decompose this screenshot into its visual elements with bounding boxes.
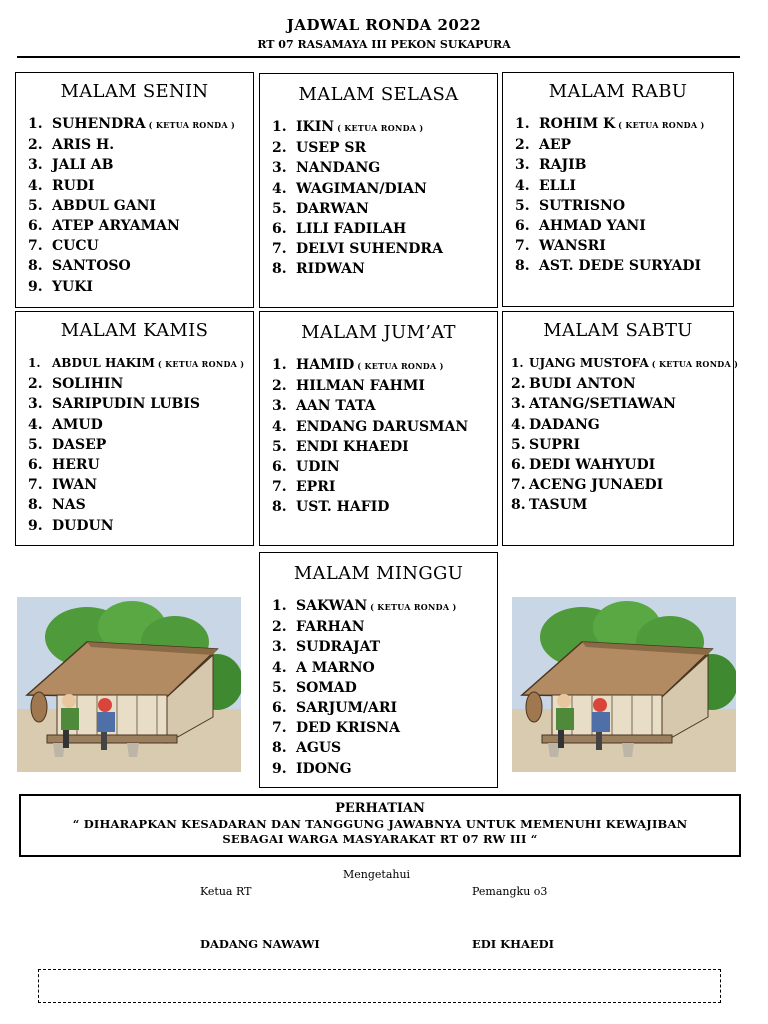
member-number: 4. <box>28 416 43 433</box>
member-number: 6. <box>272 459 287 476</box>
day-title: MALAM MINGGU <box>293 563 464 584</box>
member-number: 4. <box>272 180 287 197</box>
member-name: HAMID <box>296 357 355 373</box>
member-item <box>272 259 497 279</box>
member-item <box>272 239 497 259</box>
member-item <box>272 179 497 199</box>
member-item <box>272 158 497 178</box>
leader-note: ( KETUA RONDA ) <box>148 120 236 130</box>
member-number: 8. <box>28 497 43 514</box>
member-item <box>272 457 497 477</box>
member-name: SARJUM/ARI <box>296 700 398 717</box>
member-name: DEDI WAHYUDI <box>529 457 656 474</box>
member-name: UJANG MUSTOFA <box>529 356 649 370</box>
leader-note: ( KETUA RONDA ) <box>370 602 457 612</box>
member-number: 6. <box>515 218 530 235</box>
member-list <box>260 355 497 518</box>
member-number: 3. <box>272 398 287 415</box>
day-title: MALAM KAMIS <box>60 320 209 341</box>
member-number: 5. <box>28 436 43 453</box>
schedule-box-minggu <box>259 552 498 788</box>
member-name: ABDUL HAKIM <box>52 356 155 370</box>
day-title: MALAM SELASA <box>298 84 459 105</box>
schedule-box-sabtu <box>502 311 739 546</box>
page-subtitle: RT 07 RASAMAYA III PEKON SUKAPURA <box>257 38 511 51</box>
day-title: MALAM JUM’AT <box>301 322 456 343</box>
member-number: 2. <box>272 378 287 395</box>
member-name: AHMAD YANI <box>539 218 646 235</box>
member-item <box>511 374 733 394</box>
member-list <box>16 114 253 297</box>
member-number: 7. <box>515 238 530 255</box>
member-name: SANTOSO <box>52 258 131 275</box>
member-number: 9. <box>272 760 287 777</box>
member-name: ENDI KHAEDI <box>296 438 409 455</box>
member-number: 2. <box>272 140 287 157</box>
member-number: 5. <box>272 679 287 696</box>
member-item <box>272 396 497 416</box>
member-name: SUHENDRA <box>52 116 146 132</box>
member-number: 1. <box>272 598 287 614</box>
member-name: BUDI ANTON <box>529 376 636 393</box>
member-list <box>503 353 739 516</box>
leader-note: ( KETUA RONDA ) <box>357 361 444 371</box>
member-name: ATEP ARYAMAN <box>52 218 180 235</box>
schedule-box-rabu <box>502 72 734 307</box>
member-name: EPRI <box>296 479 336 496</box>
member-name: DELVI SUHENDRA <box>296 241 443 258</box>
member-name: DED KRISNA <box>296 720 400 737</box>
member-number: 6. <box>28 457 43 474</box>
member-number: 3. <box>515 157 530 174</box>
member-item <box>272 596 497 617</box>
member-item <box>272 117 497 138</box>
member-item <box>28 155 253 175</box>
member-number: 5. <box>272 438 287 455</box>
member-name: NAS <box>52 497 86 514</box>
day-title: MALAM RABU <box>548 81 688 102</box>
member-number: 4. <box>272 418 287 435</box>
member-name: ACENG JUNAEDI <box>529 477 664 494</box>
member-item <box>515 114 733 135</box>
member-name: RUDI <box>52 177 95 194</box>
member-item <box>28 353 253 374</box>
member-item <box>28 374 253 394</box>
member-item <box>272 437 497 457</box>
guard-post-illustration-right <box>512 597 736 772</box>
member-name: RIDWAN <box>296 261 365 278</box>
ketua-rt-name: DADANG NAWAWI <box>200 937 320 951</box>
schedule-box-jumat <box>259 311 498 546</box>
member-name: AEP <box>539 137 572 154</box>
member-number: 2. <box>511 376 526 393</box>
member-item <box>515 155 733 175</box>
member-list <box>16 353 253 536</box>
member-number: 2. <box>28 376 43 393</box>
member-item <box>272 738 497 758</box>
member-name: HERU <box>52 457 100 474</box>
leader-note: ( KETUA RONDA ) <box>157 359 245 369</box>
schedule-box-kamis <box>15 311 254 546</box>
member-number: 4. <box>28 177 43 194</box>
member-item <box>28 277 253 297</box>
guard-post-icon <box>17 597 241 772</box>
member-item <box>28 455 253 475</box>
member-name: ELLI <box>539 177 576 194</box>
member-item <box>515 256 733 276</box>
member-name: IKIN <box>296 119 335 135</box>
member-item <box>28 475 253 495</box>
member-item <box>272 637 497 657</box>
member-item <box>272 355 497 376</box>
member-number: 6. <box>272 700 287 717</box>
notice-box <box>19 794 741 857</box>
member-item <box>511 475 733 495</box>
member-number: 8. <box>511 497 526 514</box>
member-number: 4. <box>511 416 526 433</box>
member-name: UDIN <box>296 459 340 476</box>
member-item <box>28 216 253 236</box>
member-item <box>511 394 733 414</box>
member-item <box>28 435 253 455</box>
member-name: DASEP <box>52 436 107 453</box>
member-name: SAKWAN <box>296 598 368 614</box>
member-name: SUDRAJAT <box>296 639 381 656</box>
member-number: 6. <box>511 457 526 474</box>
member-number: 4. <box>272 659 287 676</box>
member-name: ROHIM K <box>539 116 616 132</box>
member-number: 7. <box>28 238 43 255</box>
member-number: 3. <box>28 396 43 413</box>
member-name: DUDUN <box>52 517 114 534</box>
member-item <box>272 497 497 517</box>
member-item <box>272 718 497 738</box>
member-number: 1. <box>28 116 43 132</box>
member-number: 8. <box>272 499 287 516</box>
member-name: USEP SR <box>296 140 367 157</box>
member-item <box>272 199 497 219</box>
member-name: UST. HAFID <box>296 499 390 516</box>
member-item <box>28 176 253 196</box>
member-name: DADANG <box>529 416 600 433</box>
member-list <box>260 596 497 779</box>
notice-line-1: “ DIHARAPKAN KESADARAN DAN TANGGUNG JAWABNYA UNTUK MEMENUHI KEWAJIBAN <box>72 817 688 831</box>
member-name: CUCU <box>52 238 99 255</box>
member-number: 7. <box>511 477 526 494</box>
member-number: 9. <box>28 278 43 295</box>
ketua-rt-role: Ketua RT <box>200 885 252 898</box>
member-number: 8. <box>272 740 287 757</box>
member-name: RAJIB <box>539 157 587 174</box>
member-item <box>28 516 253 536</box>
member-number: 1. <box>272 357 287 373</box>
member-number: 2. <box>272 619 287 636</box>
member-item <box>511 455 733 475</box>
member-number: 6. <box>28 218 43 235</box>
member-item <box>511 353 739 374</box>
member-name: HILMAN FAHMI <box>296 378 425 395</box>
member-item <box>272 759 497 779</box>
dashed-signature-box <box>38 969 721 1003</box>
member-name: DARWAN <box>296 200 369 217</box>
member-number: 5. <box>515 197 530 214</box>
guard-post-icon <box>512 597 736 772</box>
page-title: JADWAL RONDA 2022 <box>286 16 482 34</box>
member-number: 3. <box>511 396 526 413</box>
pemangku-role: Pemangku o3 <box>472 885 548 898</box>
leader-note: ( KETUA RONDA ) <box>337 123 424 133</box>
member-number: 1. <box>515 116 530 132</box>
member-number: 3. <box>272 160 287 177</box>
member-number: 1. <box>511 356 524 370</box>
member-name: ABDUL GANI <box>52 197 156 214</box>
notice-line-2: SEBAGAI WARGA MASYARAKAT RT 07 RW III “ <box>222 832 538 846</box>
member-number: 7. <box>272 720 287 737</box>
member-name: AMUD <box>52 416 103 433</box>
member-number: 5. <box>511 436 526 453</box>
member-item <box>272 219 497 239</box>
member-name: SUTRISNO <box>539 197 626 214</box>
member-item <box>272 617 497 637</box>
member-item <box>28 196 253 216</box>
leader-note: ( KETUA RONDA ) <box>618 120 705 130</box>
member-item <box>272 138 497 158</box>
member-name: YUKI <box>52 278 93 295</box>
member-name: WAGIMAN/DIAN <box>296 180 427 197</box>
day-title: MALAM SENIN <box>60 81 209 102</box>
member-number: 3. <box>28 157 43 174</box>
member-item <box>511 435 733 455</box>
member-name: FARHAN <box>296 619 365 636</box>
member-item <box>511 415 733 435</box>
member-number: 8. <box>28 258 43 275</box>
member-item <box>511 495 733 515</box>
day-title: MALAM SABTU <box>543 320 693 341</box>
member-name: IWAN <box>52 477 98 494</box>
member-name: SOMAD <box>296 679 357 696</box>
member-name: WANSRI <box>539 238 606 255</box>
member-number: 7. <box>28 477 43 494</box>
acknowledged-label: Mengetahui <box>343 868 411 881</box>
member-item <box>28 236 253 256</box>
member-item <box>515 135 733 155</box>
member-name: A MARNO <box>296 659 375 676</box>
member-item <box>272 658 497 678</box>
member-list <box>503 114 733 277</box>
member-name: SUPRI <box>529 436 581 453</box>
header-rule <box>17 56 740 58</box>
member-item <box>28 495 253 515</box>
member-name: NANDANG <box>296 160 381 177</box>
notice-heading: PERHATIAN <box>335 801 425 816</box>
member-name: ATANG/SETIAWAN <box>529 396 676 413</box>
member-name: LILI FADILAH <box>296 221 407 238</box>
member-name: ARIS H. <box>52 137 115 154</box>
member-name: JALI AB <box>52 157 114 174</box>
member-name: TASUM <box>529 497 588 514</box>
member-name: IDONG <box>296 760 352 777</box>
member-number: 3. <box>272 639 287 656</box>
member-item <box>515 236 733 256</box>
member-item <box>272 417 497 437</box>
guard-post-illustration-left <box>17 597 241 772</box>
member-item <box>272 678 497 698</box>
member-item <box>272 376 497 396</box>
member-list <box>260 117 497 280</box>
pemangku-name: EDI KHAEDI <box>472 937 555 951</box>
member-item <box>28 415 253 435</box>
member-name: ENDANG DARUSMAN <box>296 418 469 435</box>
member-number: 7. <box>272 479 287 496</box>
member-number: 1. <box>272 119 287 135</box>
leader-note: ( KETUA RONDA ) <box>651 359 739 369</box>
schedule-box-senin <box>15 72 254 308</box>
member-number: 2. <box>515 137 530 154</box>
member-item <box>515 216 733 236</box>
member-number: 7. <box>272 241 287 258</box>
member-item <box>28 394 253 414</box>
member-number: 5. <box>28 197 43 214</box>
member-name: SOLIHIN <box>52 376 124 393</box>
member-number: 4. <box>515 177 530 194</box>
member-item <box>515 196 733 216</box>
member-number: 2. <box>28 137 43 154</box>
member-number: 6. <box>272 221 287 238</box>
member-name: AGUS <box>296 740 342 757</box>
member-name: AAN TATA <box>296 398 376 415</box>
member-number: 5. <box>272 200 287 217</box>
member-number: 1. <box>28 356 41 370</box>
member-item <box>272 477 497 497</box>
member-item <box>28 256 253 276</box>
member-item <box>272 698 497 718</box>
member-number: 8. <box>272 261 287 278</box>
member-name: AST. DEDE SURYADI <box>539 258 702 275</box>
schedule-box-selasa <box>259 73 498 308</box>
member-item <box>28 114 253 135</box>
member-number: 8. <box>515 258 530 275</box>
member-item <box>28 135 253 155</box>
member-item <box>515 176 733 196</box>
member-name: SARIPUDIN LUBIS <box>52 396 201 413</box>
member-number: 9. <box>28 517 43 534</box>
